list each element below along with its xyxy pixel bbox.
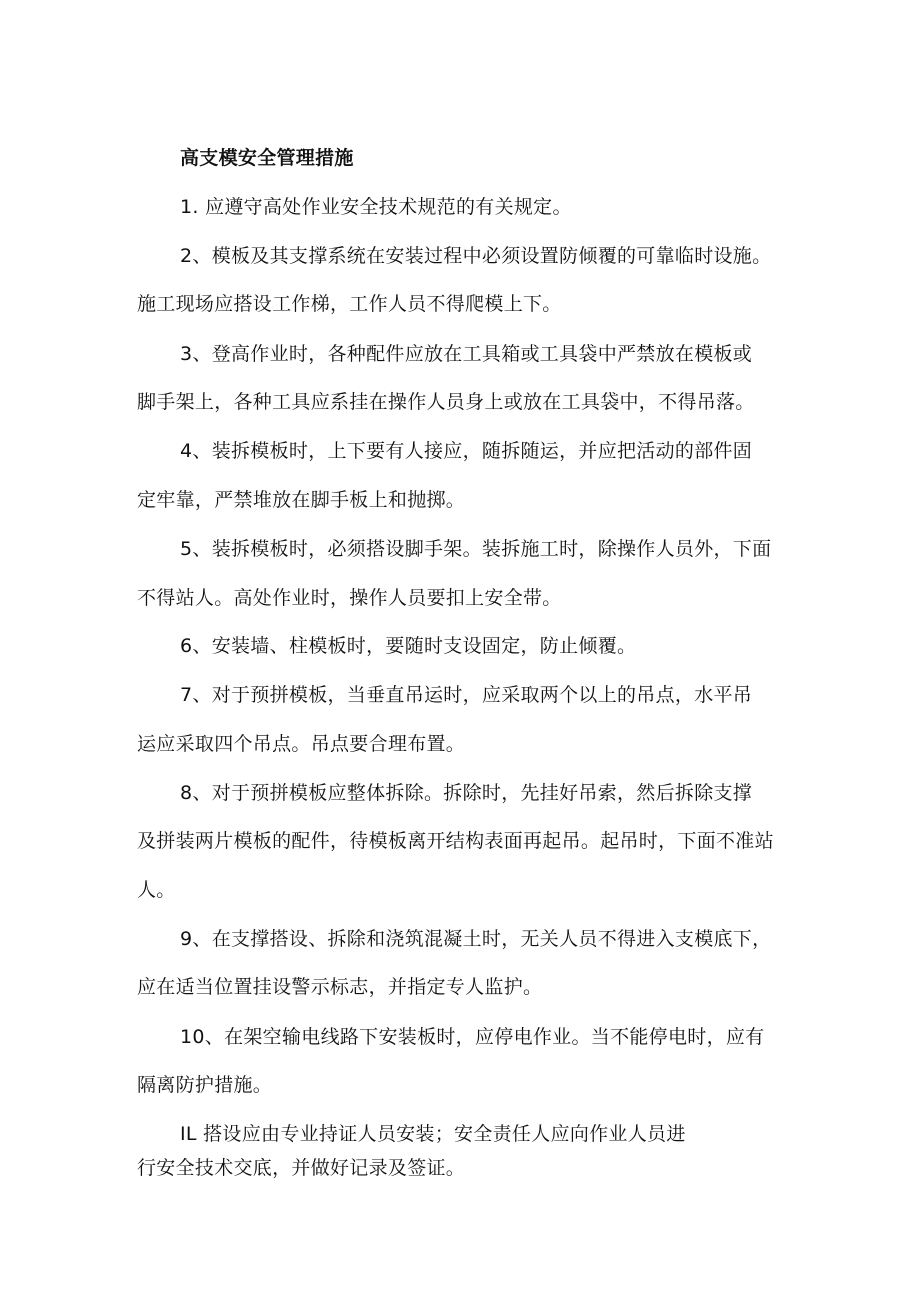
item-6-line-1: 6、安装墙、柱模板时，要随时支设固定，防止倾覆。 xyxy=(180,635,637,657)
item-1-line-1: 1. 应遵守高处作业安全技术规范的有关规定。 xyxy=(180,196,572,218)
item-10-line-1: 10、在架空输电线路下安装板时，应停电作业。当不能停电时，应有 xyxy=(180,1026,765,1048)
item-8-line-3: 人。 xyxy=(137,879,176,901)
item-4-line-2: 定牢靠，严禁堆放在脚手板上和抛掷。 xyxy=(137,489,466,511)
item-10-line-2: 隔离防护措施。 xyxy=(137,1074,273,1096)
item-4-line-1: 4、装拆模板时，上下要有人接应，随拆随运，并应把活动的部件固 xyxy=(180,440,753,462)
item-5-line-1: 5、装拆模板时，必须搭设脚手架。装拆施工时，除操作人员外，下面 xyxy=(180,538,772,560)
document-title: 高支模安全管理措施 xyxy=(180,147,354,169)
item-2-line-2: 施工现场应搭设工作梯，工作人员不得爬模上下。 xyxy=(137,293,562,315)
item-2-line-1: 2、模板及其支撑系统在安装过程中必须设置防倾覆的可靠临时设施。 xyxy=(180,245,772,267)
item-7-line-2: 运应采取四个吊点。吊点要合理布置。 xyxy=(137,733,466,755)
item-9-line-1: 9、在支撑搭设、拆除和浇筑混凝土时，无关人员不得进入支模底下， xyxy=(180,928,772,950)
item-3-line-1: 3、登高作业时，各种配件应放在工具箱或工具袋中严禁放在模板或 xyxy=(180,343,753,365)
item-7-line-1: 7、对于预拼模板，当垂直吊运时，应采取两个以上的吊点，水平吊 xyxy=(180,684,753,706)
item-8-line-1: 8、对于预拼模板应整体拆除。拆除时，先挂好吊索，然后拆除支撑 xyxy=(180,782,753,804)
item-8-line-2: 及拼装两片模板的配件，待模板离开结构表面再起吊。起吊时，下面不准站 xyxy=(137,830,774,852)
item-9-line-2: 应在适当位置挂设警示标志，并指定专人监护。 xyxy=(137,976,543,998)
item-11-line-1: IL 搭设应由专业持证人员安装；安全责任人应向作业人员进 xyxy=(180,1123,686,1145)
item-3-line-2: 脚手架上，各种工具应系挂在操作人员身上或放在工具袋中，不得吊落。 xyxy=(137,391,755,413)
item-11-line-2: 行安全技术交底，并做好记录及签证。 xyxy=(137,1157,466,1179)
item-5-line-2: 不得站人。高处作业时，操作人员要扣上安全带。 xyxy=(137,587,562,609)
